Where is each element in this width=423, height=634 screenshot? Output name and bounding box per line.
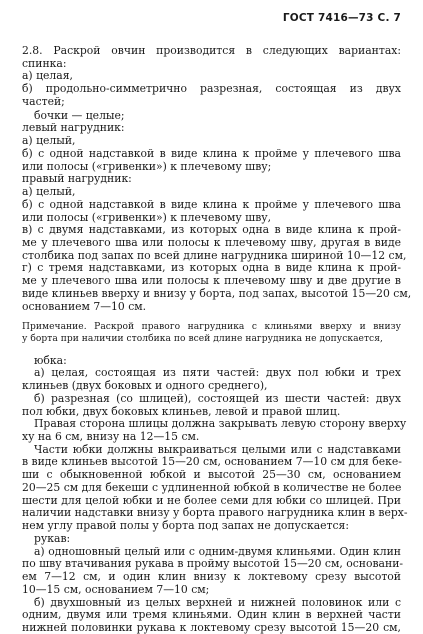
text-line: а) целая, состоящая из пяти частей: двух пол юбки и трех bbox=[34, 366, 401, 380]
text-line: ме у плечевого шва или полосы к плечевому шву и две другие в bbox=[22, 274, 401, 288]
text-line: основанием 7—10 см. bbox=[22, 299, 147, 313]
text-line: б) с одной надставкой в виде клина к пройме у плечевого шва bbox=[22, 197, 401, 211]
text-line: ху на 6 см, внизу на 12—15 см. bbox=[22, 429, 200, 443]
text-line: а) целый, bbox=[22, 185, 76, 199]
text-line: частей; bbox=[22, 94, 65, 108]
text-line: 10—15 см, основанием 7—10 см; bbox=[22, 582, 210, 596]
text-line: Части юбки должны выкраиваться целыми или с надставками bbox=[34, 442, 401, 456]
text-line: столбика под запах по всей длине нагрудника шириной 10—12 см, bbox=[22, 248, 407, 262]
note-line: у борта при наличии столбика по всей длине нагрудника не допускается, bbox=[22, 333, 383, 344]
text-line: бочки — целые; bbox=[34, 108, 125, 122]
text-line: левый нагрудник: bbox=[22, 121, 125, 135]
text-line: Правая сторона шлицы должна закрывать левую сторону вверху bbox=[34, 417, 407, 431]
text-line: а) целый, bbox=[22, 134, 76, 148]
page-header: ГОСТ 7416—73 С. 7 bbox=[282, 12, 401, 24]
text-line: одним, двумя или тремя клиньями. Один клин в верхней части bbox=[22, 608, 401, 622]
text-line: правый нагрудник: bbox=[22, 172, 132, 186]
text-line: рукав: bbox=[34, 531, 71, 545]
text-line: ем 7—12 см, и один клин внизу к локтевому срезу высотой bbox=[22, 570, 401, 584]
text-line: 2.8. Раскрой овчин производится в следующих вариантах: bbox=[22, 44, 401, 57]
text-line: или полосы («гривенки») к плечевому шву, bbox=[22, 210, 272, 224]
text-line: шести для целой юбки и не более семи для юбки со шлицей. При bbox=[22, 493, 401, 507]
text-line: г) с тремя надставками, из которых одна в виде клина к прой- bbox=[22, 261, 401, 275]
text-line: б) продольно-симметрично разрезная, состоящая из двух bbox=[22, 82, 401, 96]
text-line: б) двухшовный из целых верхней и нижней половинок или с bbox=[34, 595, 401, 609]
text-line: наличии надставки внизу у борта правого нагрудника клин в верх- bbox=[22, 506, 408, 520]
text-line: б) с одной надставкой в виде клина к пройме у плечевого шва bbox=[22, 146, 401, 160]
text-line: а) целая, bbox=[22, 69, 73, 83]
text-line: или полосы («гривенки») к плечевому шву; bbox=[22, 159, 272, 173]
text-line: 20—25 см для бекеши с удлиненной юбкой в количестве не более bbox=[22, 480, 402, 494]
text-line: б) разрезная (со шлицей), состоящей из шести частей: двух bbox=[34, 391, 401, 405]
text-line: юбка: bbox=[34, 353, 67, 367]
text-line: по шву втачивания рукава в пройму высотой 15—20 см, основани- bbox=[22, 557, 404, 571]
text-line: клиньев (двух боковых и одного среднего), bbox=[22, 379, 268, 393]
text-line: а) одношовный целый или с одним-двумя клиньями. Один клин bbox=[34, 544, 401, 558]
text-line: нижней половинки рукава к локтевому срезу высотой 15—20 см, bbox=[22, 621, 401, 634]
text-line: ши с обыкновенной юбкой и высотой 25—30 см, основанием bbox=[22, 468, 401, 482]
text-line: ме у плечевого шва или полосы к плечевому шву, другая в виде bbox=[22, 236, 401, 249]
text-line: пол юбки, двух боковых клиньев, левой и правой шлиц. bbox=[22, 404, 341, 418]
text-line: спинка: bbox=[22, 56, 67, 70]
text-line: нем углу правой полы у борта под запах не допускается: bbox=[22, 519, 350, 533]
note-line: Примечание. Раскрой правого нагрудника с клиньями вверху и внизу bbox=[22, 322, 401, 333]
text-line: в виде клиньев высотой 15—20 см, основанием 7—10 см для беке- bbox=[22, 455, 402, 469]
text-line: виде клиньев вверху и внизу у борта, под запах, высотой 15—20 см, bbox=[22, 286, 412, 300]
text-line: в) с двумя надставками, из которых одна в виде клина к прой- bbox=[22, 223, 401, 237]
